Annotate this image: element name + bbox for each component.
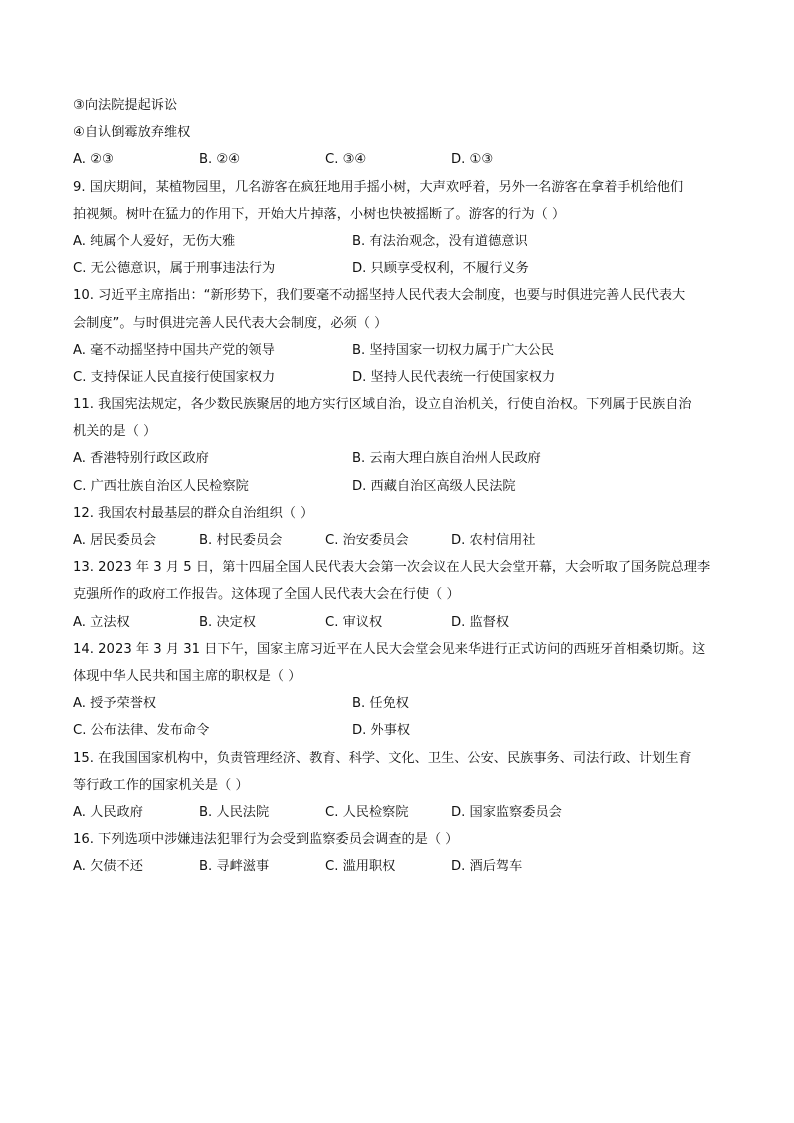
answer-option: A. 立法权	[73, 614, 130, 630]
answer-option: D. 国家监察委员会	[451, 804, 562, 820]
answer-option: B. 任免权	[352, 696, 409, 712]
text-line: 15. 在我国国家机构中，负责管理经济、教育、科学、文化、卫生、公安、民族事务、司法行政、计划生育	[73, 750, 692, 766]
options-row	[73, 146, 728, 173]
answer-option: C. ③④	[325, 152, 367, 168]
text-line: 拍视频。树叶在猛力的作用下，开始大片掉落，小树也快被摇断了。游客的行为（ ）	[73, 206, 566, 222]
text-line: ③向法院提起诉讼	[73, 98, 178, 113]
options-row	[73, 853, 728, 880]
answer-option: C. 无公德意识，属于刑事违法行为	[73, 261, 276, 277]
text-line: 11. 我国宪法规定，各少数民族聚居的地方实行区域自治，设立自治机关，行使自治权。下列属于民族自治	[73, 397, 692, 413]
answer-option: C. 公布法律、发布命令	[73, 723, 210, 739]
text-line: 体现中华人民共和国主席的职权是（ ）	[73, 668, 302, 684]
text-line: 14. 2023 年 3 月 31 日下午，国家主席习近平在人民大会堂会见来华进行正式访问的西班牙首相桑切斯。这	[73, 641, 706, 657]
text-line: 9. 国庆期间，某植物园里，几名游客在疯狂地用手摇小树，大声欢呼着，另外一名游客在拿着手机给他们	[73, 179, 684, 195]
answer-option: B. 决定权	[199, 614, 256, 630]
options-row	[73, 228, 728, 255]
answer-option: B. 坚持国家一切权力属于广大公民	[352, 342, 555, 358]
answer-option: D. ①③	[451, 152, 494, 168]
answer-option: A. 纯属个人爱好，无伤大雅	[73, 233, 236, 249]
answer-option: D. 西藏自治区高级人民法院	[352, 478, 516, 494]
options-row	[73, 473, 728, 500]
answer-option: D. 农村信用社	[451, 533, 536, 548]
answer-option: B. 有法治观念，没有道德意识	[352, 233, 528, 249]
answer-option: B. 人民法院	[199, 804, 270, 820]
options-row	[73, 527, 728, 554]
answer-option: A. 毫不动摇坚持中国共产党的领导	[73, 342, 275, 358]
answer-option: D. 监督权	[451, 614, 510, 630]
options-row	[73, 690, 728, 717]
answer-option: C. 人民检察院	[325, 804, 409, 820]
text-line: 等行政工作的国家机关是（ ）	[73, 777, 249, 793]
answer-option: C. 滥用职权	[325, 859, 396, 875]
answer-option: A. ②③	[73, 152, 114, 168]
text-line: 克强所作的政府工作报告。这体现了全国人民代表大会在行使（ ）	[73, 587, 460, 603]
text-line: 12. 我国农村最基层的群众自治组织（ ）	[73, 505, 314, 521]
answer-option: A. 香港特别行政区政府	[73, 451, 209, 467]
options-row	[73, 717, 728, 744]
answer-option: A. 授予荣誉权	[73, 696, 157, 712]
text-line: 16. 下列选项中涉嫌违法犯罪行为会受到监察委员会调查的是（ ）	[73, 832, 459, 848]
question-list	[73, 92, 728, 880]
options-row	[73, 364, 728, 391]
text-line: 13. 2023 年 3 月 5 日，第十四届全国人民代表大会第一次会议在人民大会堂开幕，大会听取了国务院总理李	[73, 560, 711, 576]
text-line: ④自认倒霉放弃维权	[73, 125, 191, 141]
answer-option: A. 人民政府	[73, 804, 143, 820]
options-row	[73, 609, 728, 636]
options-row	[73, 799, 728, 826]
options-row	[73, 255, 728, 282]
answer-option: D. 酒后驾车	[451, 859, 523, 875]
answer-option: B. ②④	[199, 152, 241, 168]
answer-option: B. 村民委员会	[199, 533, 283, 548]
answer-option: C. 支持保证人民直接行使国家权力	[73, 369, 276, 385]
answer-option: D. 只顾享受权利，不履行义务	[352, 261, 529, 277]
text-line: 机关的是（ ）	[73, 424, 157, 440]
answer-option: D. 坚持人民代表统一行使国家权力	[352, 369, 556, 385]
answer-option: C. 广西壮族自治区人民检察院	[73, 478, 249, 494]
options-row	[73, 337, 728, 364]
answer-option: A. 居民委员会	[73, 533, 157, 548]
answer-option: C. 审议权	[325, 614, 383, 630]
answer-option: B. 寻衅滋事	[199, 859, 270, 875]
answer-option: B. 云南大理白族自治州人民政府	[352, 451, 541, 467]
answer-option: C. 治安委员会	[325, 533, 409, 548]
text-line: 会制度”。与时俱进完善人民代表大会制度，必须（ ）	[73, 315, 388, 331]
answer-option: D. 外事权	[352, 723, 411, 739]
text-line: 10. 习近平主席指出：“新形势下，我们要毫不动摇坚持人民代表大会制度，也要与时俱进完善人民代表大	[73, 288, 686, 304]
options-row	[73, 445, 728, 472]
answer-option: A. 欠债不还	[73, 859, 143, 875]
